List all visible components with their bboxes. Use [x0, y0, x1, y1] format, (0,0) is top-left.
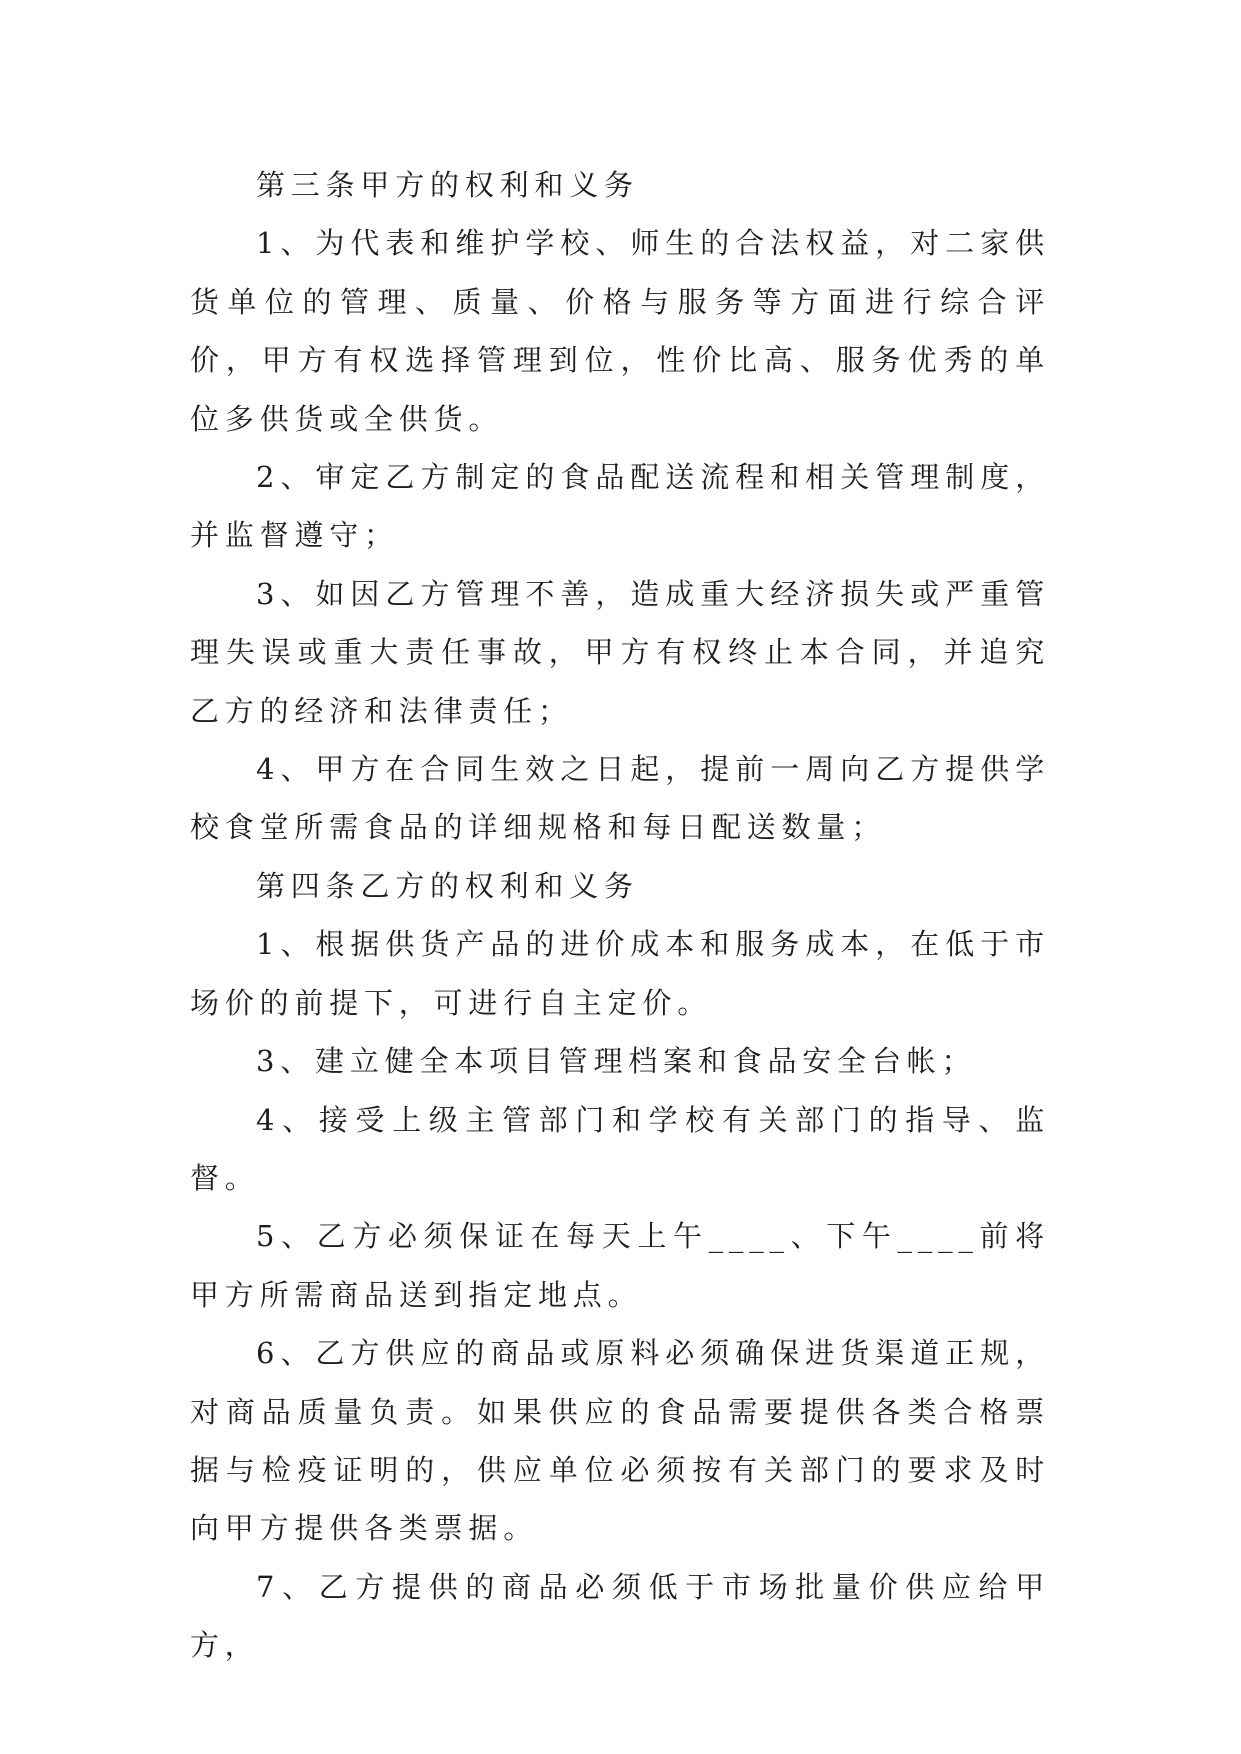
- party-a-clause-2: 2、审定乙方制定的食品配送流程和相关管理制度，并监督遵守；: [190, 460, 1050, 553]
- document-body: [190, 156, 1050, 1675]
- party-b-clause-5: 5、乙方必须保证在每天上午____、下午____前将甲方所需商品送到指定地点。: [190, 1219, 1050, 1312]
- party-a-clause-3: 3、如因乙方管理不善，造成重大经济损失或严重管理失误或重大责任事故，甲方有权终止本合同，并追究乙方的经济和法律责任；: [190, 576, 1050, 728]
- section-heading-party-a: 第三条甲方的权利和义务: [256, 168, 639, 202]
- party-b-clause-6: 6、乙方供应的商品或原料必须确保进货渠道正规，对商品质量负责。如果供应的食品需要提供各类合格票据与检疫证明的，供应单位必须按有关部门的要求及时向甲方提供各类票据。: [190, 1336, 1050, 1546]
- party-a-clause-4: 4、甲方在合同生效之日起，提前一周向乙方提供学校食堂所需食品的详细规格和每日配送数量；: [190, 752, 1050, 845]
- party-b-clause-1: 1、根据供货产品的进价成本和服务成本，在低于市场价的前提下，可进行自主定价。: [190, 927, 1050, 1020]
- section-heading-party-b: 第四条乙方的权利和义务: [256, 868, 639, 903]
- party-b-clause-4: 4、接受上级主管部门和学校有关部门的指导、监督。: [190, 1102, 1050, 1195]
- party-b-clause-7: 7、乙方提供的商品必须低于市场批量价供应给甲方，: [190, 1569, 1050, 1663]
- party-a-clause-1: 1、为代表和维护学校、师生的合法权益，对二家供货单位的管理、质量、价格与服务等方面进行综合评价，甲方有权选择管理到位，性价比高、服务优秀的单位多供货或全供货。: [190, 226, 1050, 436]
- party-b-clause-3: 3、建立健全本项目管理档案和食品安全台帐；: [256, 1044, 977, 1079]
